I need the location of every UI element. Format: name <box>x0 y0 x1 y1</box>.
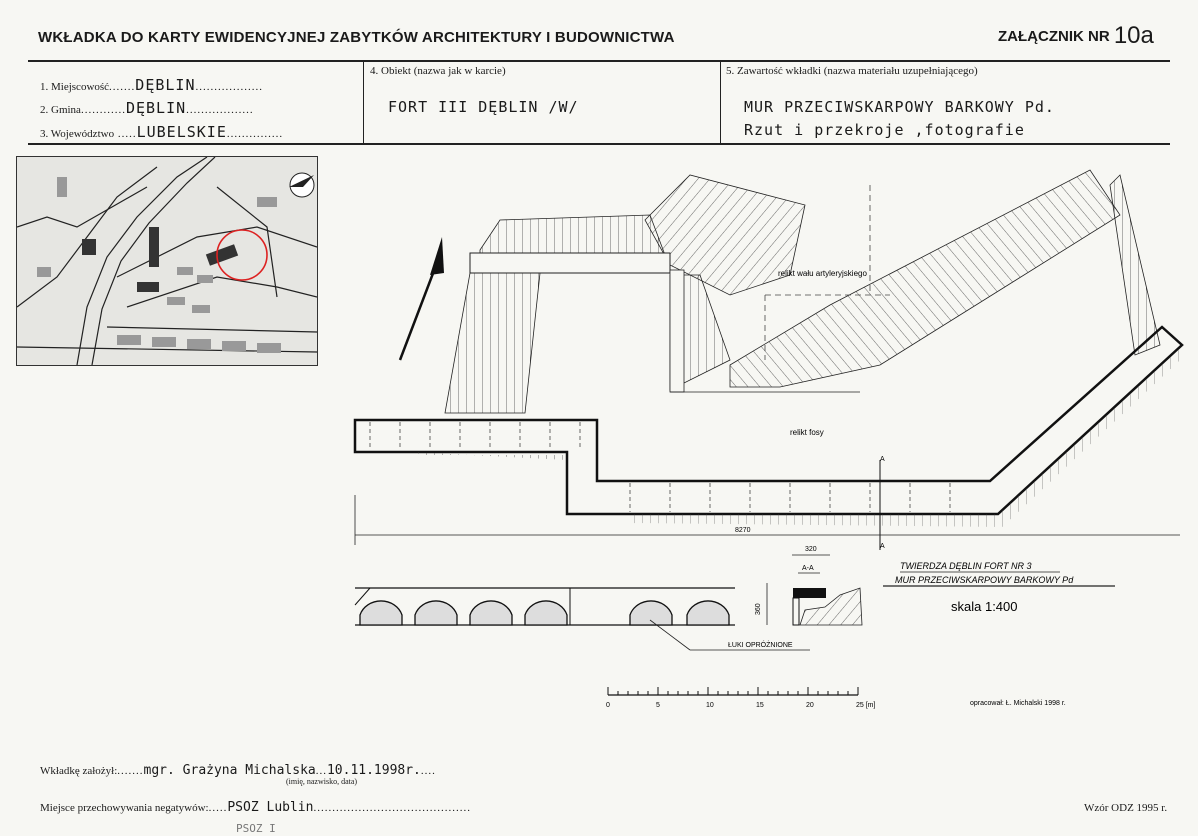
section-mark-bottom: A <box>880 543 885 550</box>
relikt-walu-label: relikt wału artyleryjskiego <box>778 269 867 278</box>
field-zawartosc-line2: Rzut i przekroje ,fotografie <box>744 121 1025 139</box>
attachment-number-value: 10a <box>1113 22 1154 49</box>
drawing-author: opracował: Ł. Michalski 1998 r. <box>970 700 1066 707</box>
negatywy-value: PSOZ Lublin <box>227 800 314 815</box>
field-miejscowosc: 1. Miejscowość.......DĘBLIN.................. <box>40 76 263 94</box>
scale-bar <box>606 687 876 709</box>
section-title-label: A-A <box>802 565 814 572</box>
luki-label: ŁUKI OPRÓŻNIONE <box>728 642 793 649</box>
zalozyl-hint: (imię, nazwisko, data) <box>286 777 358 786</box>
drawing-title-block <box>883 561 1115 614</box>
rampart-top-hatch <box>480 215 665 255</box>
wall-elevation <box>355 588 810 650</box>
location-map <box>16 156 318 366</box>
field-value: LUBELSKIE <box>136 123 227 141</box>
location-map-svg <box>17 157 317 365</box>
dimension-total: 8270 <box>735 527 751 534</box>
map-north-arrow-icon <box>289 173 314 197</box>
field-zawartosc-line1: MUR PRZECIWSKARPOWY BARKOWY Pd. <box>744 98 1055 116</box>
section-height-label: 360 <box>755 603 762 615</box>
field-label: 2. Gmina <box>40 104 81 116</box>
drawing-title-line1: TWIERDZA DĘBLIN FORT NR 3 <box>900 561 1032 571</box>
rampart-right-hatch <box>1110 175 1160 355</box>
zalozyl-date: 10.11.1998r. <box>326 763 421 778</box>
header-rule <box>28 60 1170 62</box>
field-zawartosc-label: 5. Zawartość wkładki (nazwa materiału uzupełniającego) <box>726 65 978 77</box>
scale-tick-label: 15 <box>756 702 764 709</box>
field-divider-1 <box>363 61 364 143</box>
field-gmina: 2. Gmina............DĘBLIN.................. <box>40 99 254 117</box>
field-obiekt-value: FORT III DĘBLIN /W/ <box>388 98 579 116</box>
form-title: WKŁADKA DO KARTY EWIDENCYJNEJ ZABYTKÓW ARCHITEKTURY I BUDOWNICTWA <box>38 29 675 46</box>
drawing-scale: skala 1:400 <box>951 599 1018 614</box>
field-divider-2 <box>720 61 721 143</box>
form-code: Wzór ODZ 1995 r. <box>1084 802 1168 814</box>
footer-zalozyl: Wkładkę założył:.......mgr. Grażyna Michalska...10.11.1998r..... <box>40 763 436 778</box>
negatywy-label: Miejsce przechowywania negatywów: <box>40 802 209 814</box>
scale-tick-label: 20 <box>806 702 814 709</box>
section-width-label: 320 <box>805 546 817 553</box>
scale-tick-label: 10 <box>706 702 714 709</box>
field-wojewodztwo: 3. Województwo .....LUBELSKIE............... <box>40 123 284 141</box>
fields-bottom-rule <box>28 143 1170 145</box>
technical-drawing <box>330 155 1190 715</box>
scale-tick-label: 25 [m] <box>856 702 876 709</box>
drawing-title-line2: MUR PRZECIWSKARPOWY BARKOWY Pd <box>895 575 1074 585</box>
field-label: 3. Województwo <box>40 128 115 140</box>
scale-tick-label: 0 <box>606 702 610 709</box>
section-mark-top: A <box>880 456 885 463</box>
attachment-label: ZAŁĄCZNIK NR <box>998 28 1110 45</box>
north-arrow-icon <box>400 237 444 360</box>
field-value: DĘBLIN <box>135 76 196 94</box>
negatywy-under: PSOZ I <box>236 822 276 835</box>
scale-tick-label: 5 <box>656 702 660 709</box>
field-label: 1. Miejscowość <box>40 81 110 93</box>
wall-pillar-marks <box>370 422 950 512</box>
field-obiekt-label: 4. Obiekt (nazwa jak w karcie) <box>370 65 506 77</box>
rampart-left-hatch <box>445 273 540 413</box>
field-value: DĘBLIN <box>125 99 187 117</box>
attachment-number <box>998 22 1154 50</box>
footer-negatywy: Miejsce przechowywania negatywów:.....PSOZ Lublin.......................................... <box>40 800 471 815</box>
relikt-fosy-label: relikt fosy <box>790 428 824 437</box>
zalozyl-label: Wkładkę założył: <box>40 765 118 777</box>
section-a-a-detail <box>755 546 862 625</box>
zalozyl-value: mgr. Grażyna Michalska <box>143 763 316 778</box>
